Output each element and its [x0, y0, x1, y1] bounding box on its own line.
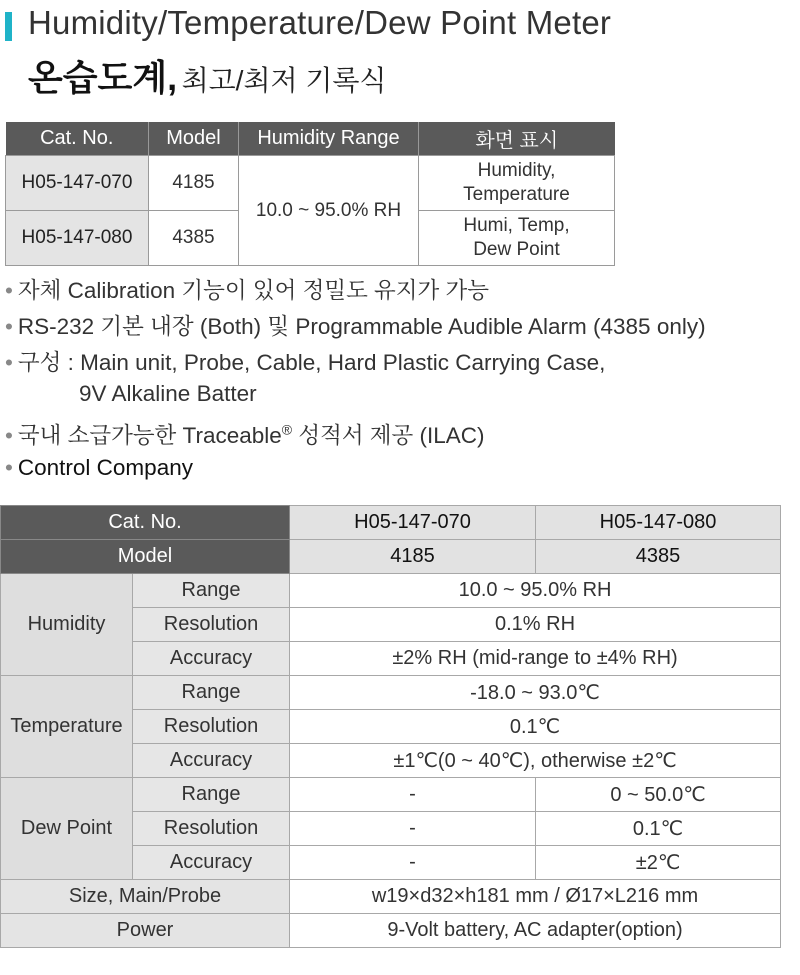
resolution-label: Resolution	[133, 710, 290, 744]
header-humidity-range: Humidity Range	[239, 122, 419, 156]
registered-mark: ®	[281, 421, 293, 438]
accuracy-label: Accuracy	[133, 642, 290, 676]
table-row	[1, 574, 781, 608]
table-row	[1, 676, 781, 710]
dew-point-group-label: Dew Point	[1, 778, 133, 880]
cat-no-value: H05-147-080	[536, 506, 781, 540]
list-item-continuation: 9V Alkaline Batter	[79, 381, 257, 406]
temperature-accuracy-value: ±1℃(0 ~ 40℃), otherwise ±2℃	[290, 744, 781, 778]
humidity-range-cell: 10.0 ~ 95.0% RH	[239, 156, 419, 266]
dew-point-resolution-070: -	[290, 812, 536, 846]
display-cell	[419, 156, 615, 211]
display-line: Dew Point	[473, 239, 560, 260]
list-item: • 국내 소급가능한 Traceable® 성적서 제공 (ILAC)	[5, 421, 485, 448]
range-label: Range	[133, 778, 290, 812]
table-row	[1, 778, 781, 812]
table-row	[6, 156, 615, 211]
humidity-range-value: 10.0 ~ 95.0% RH	[290, 574, 781, 608]
temperature-range-value: -18.0 ~ 93.0℃	[290, 676, 781, 710]
range-label: Range	[133, 574, 290, 608]
list-item-manufacturer: • Control Company	[5, 455, 193, 480]
spec-table	[0, 505, 781, 948]
accuracy-label: Accuracy	[133, 846, 290, 880]
page-title: Humidity/Temperature/Dew Point Meter	[28, 4, 612, 41]
title-korean-sub: 최고/최저 기록식	[181, 65, 387, 96]
display-line: Humidity,	[477, 160, 556, 181]
model-label: Model	[1, 540, 290, 574]
bullet-icon: •	[5, 455, 13, 480]
header-display: 화면 표시	[419, 122, 615, 156]
resolution-label: Resolution	[133, 812, 290, 846]
resolution-label: Resolution	[133, 608, 290, 642]
dew-point-accuracy-070: -	[290, 846, 536, 880]
model-cell: 4385	[149, 211, 239, 266]
title-korean-main: 온습도계,	[28, 57, 178, 98]
model-cell: 4185	[149, 156, 239, 211]
size-value: w19×d32×h181 mm / Ø17×L216 mm	[290, 880, 781, 914]
table-row	[1, 540, 781, 574]
bullet-icon: •	[5, 314, 13, 339]
model-value: 4185	[290, 540, 536, 574]
model-table	[5, 122, 615, 266]
model-value: 4385	[536, 540, 781, 574]
size-label: Size, Main/Probe	[1, 880, 290, 914]
humidity-resolution-value: 0.1% RH	[290, 608, 781, 642]
temperature-resolution-value: 0.1℃	[290, 710, 781, 744]
cat-no-cell: H05-147-080	[6, 211, 149, 266]
cat-no-value: H05-147-070	[290, 506, 536, 540]
page-title-korean	[28, 50, 386, 101]
display-line: Humi, Temp,	[463, 215, 570, 236]
list-item: • 자체 Calibration 기능이 있어 정밀도 유지가 가능	[5, 278, 489, 303]
accuracy-label: Accuracy	[133, 744, 290, 778]
humidity-accuracy-value: ±2% RH (mid-range to ±4% RH)	[290, 642, 781, 676]
table-row	[1, 914, 781, 948]
bullet-icon: •	[5, 350, 13, 375]
table-row	[1, 506, 781, 540]
bullet-icon: •	[5, 423, 13, 448]
humidity-group-label: Humidity	[1, 574, 133, 676]
model-table-header	[6, 122, 615, 156]
title-accent-bar	[5, 12, 12, 41]
dew-point-accuracy-080: ±2℃	[536, 846, 781, 880]
header-cat-no: Cat. No.	[6, 122, 149, 156]
dew-point-range-070: -	[290, 778, 536, 812]
header-model: Model	[149, 122, 239, 156]
list-item: • 구성 : Main unit, Probe, Cable, Hard Plastic Carrying Case,	[5, 350, 606, 375]
list-item: • RS-232 기본 내장 (Both) 및 Programmable Audible Alarm (4385 only)	[5, 314, 706, 339]
power-label: Power	[1, 914, 290, 948]
table-row	[1, 880, 781, 914]
power-value: 9-Volt battery, AC adapter(option)	[290, 914, 781, 948]
bullet-icon: •	[5, 278, 13, 303]
dew-point-resolution-080: 0.1℃	[536, 812, 781, 846]
cat-no-label: Cat. No.	[1, 506, 290, 540]
range-label: Range	[133, 676, 290, 710]
cat-no-cell: H05-147-070	[6, 156, 149, 211]
dew-point-range-080: 0 ~ 50.0℃	[536, 778, 781, 812]
display-cell	[419, 211, 615, 266]
temperature-group-label: Temperature	[1, 676, 133, 778]
display-line: Temperature	[463, 184, 570, 205]
